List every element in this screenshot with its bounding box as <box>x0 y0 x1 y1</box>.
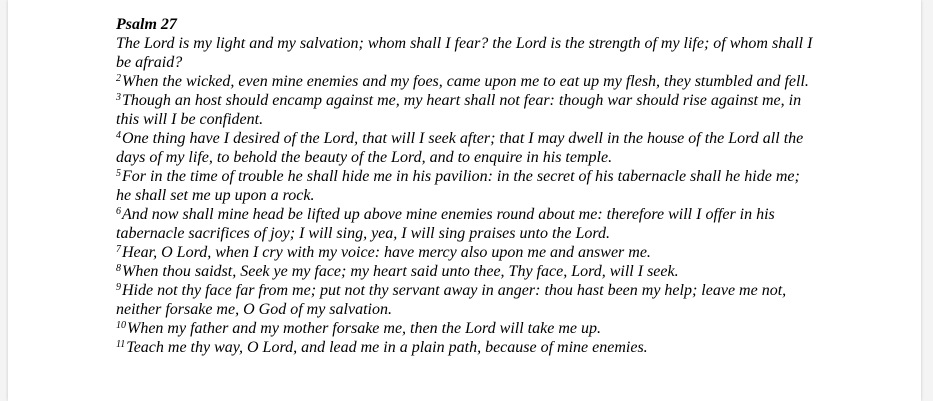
verse-text: For in the time of trouble he shall hide me in his pavilion: in the secret of his tabernacle shall he hide me; he shall set me up upon a rock. <box>116 168 800 204</box>
verse-1 <box>116 34 816 72</box>
verse-3 <box>116 91 816 129</box>
verse-number: 11 <box>116 339 126 350</box>
verse-text: When my father and my mother forsake me, then the Lord will take me up. <box>127 320 601 337</box>
verse-5 <box>116 167 816 205</box>
verse-text: Teach me thy way, O Lord, and lead me in a plain path, because of mine enemies. <box>126 339 648 356</box>
verse-number: 8 <box>116 263 121 274</box>
verse-6 <box>116 205 816 243</box>
verse-text: Though an host should encamp against me, my heart shall not fear: though war should rise against me, in this will I be confident. <box>116 92 802 128</box>
verse-text: And now shall mine head be lifted up above mine enemies round about me: therefore will I offer in his tabernacle sacrifices of joy; I will sing, yea, I will sing praises unto the Lord. <box>116 206 775 242</box>
verse-8 <box>116 262 816 281</box>
verse-2 <box>116 72 816 91</box>
verse-number: 2 <box>116 73 121 84</box>
verse-7 <box>116 243 816 262</box>
document-content[interactable] <box>116 15 816 357</box>
verse-text: When the wicked, even mine enemies and my foes, came upon me to eat up my flesh, they stumbled and fell. <box>122 73 809 90</box>
verse-number: 7 <box>116 244 121 255</box>
verse-number: 3 <box>116 92 121 103</box>
verse-number: 5 <box>116 168 121 179</box>
verse-number: 9 <box>116 282 121 293</box>
verse-9 <box>116 281 816 319</box>
verse-number: 4 <box>116 130 121 141</box>
verse-text: Hide not thy face far from me; put not thy servant away in anger: thou hast been my help; leave me not, neither forsake me, O God of my salvation. <box>116 282 787 318</box>
verse-number: 10 <box>116 320 126 331</box>
verse-number: 6 <box>116 206 121 217</box>
psalm-title: Psalm 27 <box>116 16 177 33</box>
verse-10 <box>116 319 816 338</box>
verse-text: The Lord is my light and my salvation; whom shall I fear? the Lord is the strength of my life; of whom shall I be afraid? <box>116 35 813 71</box>
verse-11 <box>116 338 816 357</box>
verse-text: When thou saidst, Seek ye my face; my heart said unto thee, Thy face, Lord, will I seek. <box>122 263 679 280</box>
verse-text: Hear, O Lord, when I cry with my voice: have mercy also upon me and answer me. <box>122 244 651 261</box>
document-page <box>8 0 921 401</box>
verse-4 <box>116 129 816 167</box>
verse-text: One thing have I desired of the Lord, that will I seek after; that I may dwell in the house of the Lord all the days of my life, to behold the beauty of the Lord, and to enquire in his temple. <box>116 130 804 166</box>
